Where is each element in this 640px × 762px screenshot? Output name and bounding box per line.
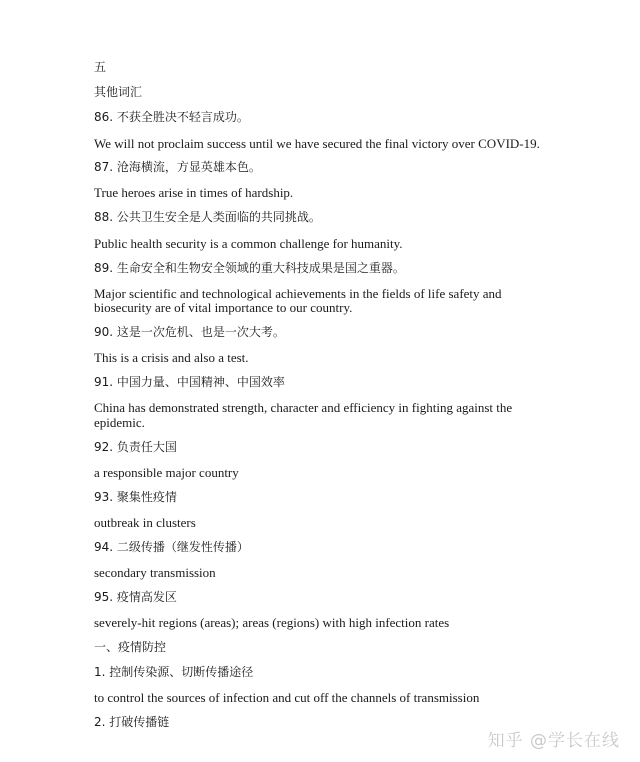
entry-90-zh: 90. 这是一次危机、也是一次大考。 bbox=[94, 325, 285, 339]
entry-90-en: This is a crisis and also a test. bbox=[94, 350, 249, 365]
entry-87-en: True heroes arise in times of hardship. bbox=[94, 185, 294, 200]
entry-94-zh: 94. 二级传播（继发性传播） bbox=[94, 540, 249, 554]
entry-94-en: secondary transmission bbox=[94, 565, 216, 580]
entry-92-zh: 92. 负责任大国 bbox=[94, 440, 177, 454]
entry-89-zh: 89. 生命安全和生物安全领域的重大科技成果是国之重器。 bbox=[94, 261, 405, 275]
entry-93-en: outbreak in clusters bbox=[94, 515, 196, 530]
entry-1-zh: 1. 控制传染源、切断传播途径 bbox=[94, 665, 254, 679]
entry-91-zh: 91. 中国力量、中国精神、中国效率 bbox=[94, 375, 285, 389]
section-heading-epidemic-control: 一、疫情防控 bbox=[94, 640, 167, 654]
entry-88-en: Public health security is a common challenge for humanity. bbox=[94, 236, 403, 251]
entry-88-zh: 88. 公共卫生安全是人类面临的共同挑战。 bbox=[94, 210, 321, 224]
entry-89-en-line2: biosecurity are of vital importance to our country. bbox=[94, 300, 353, 315]
entry-93-zh: 93. 聚集性疫情 bbox=[94, 490, 177, 504]
entry-91-en-line2: epidemic. bbox=[94, 415, 145, 430]
entry-92-en: a responsible major country bbox=[94, 465, 239, 480]
entry-95-zh: 95. 疫情高发区 bbox=[94, 590, 177, 604]
entry-89-en-line1: Major scientific and technological achievements in the fields of life safety and bbox=[94, 286, 502, 301]
entry-95-en: severely-hit regions (areas); areas (regions) with high infection rates bbox=[94, 615, 450, 630]
entry-2-zh: 2. 打破传播链 bbox=[94, 715, 170, 729]
section-heading: 五 bbox=[94, 60, 107, 74]
entry-91-en-line1: China has demonstrated strength, character and efficiency in fighting against the bbox=[94, 400, 513, 415]
entry-86-en: We will not proclaim success until we have secured the final victory over COVID-19. bbox=[94, 136, 540, 151]
section-subheading: 其他词汇 bbox=[94, 85, 143, 99]
entry-1-en: to control the sources of infection and cut off the channels of transmission bbox=[94, 690, 480, 705]
zhihu-watermark: 知乎 @学长在线 bbox=[487, 731, 620, 751]
entry-86-zh: 86. 不获全胜决不轻言成功。 bbox=[94, 110, 249, 124]
entry-87-zh: 87. 沧海横流，方显英雄本色。 bbox=[94, 160, 261, 174]
